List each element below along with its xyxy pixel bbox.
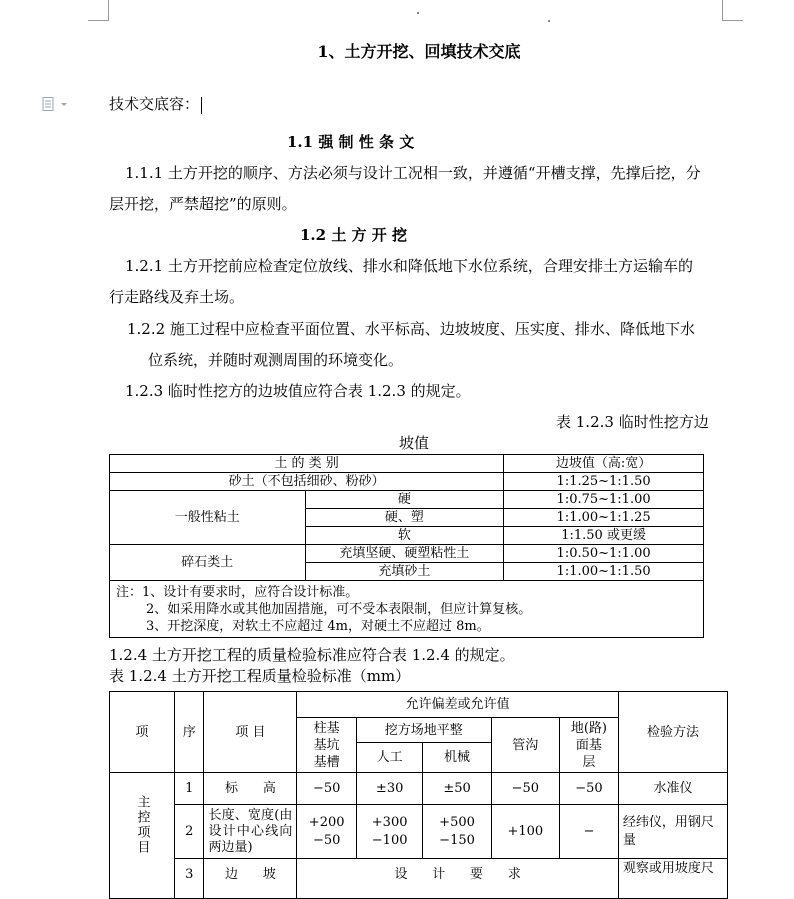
- section-heading-1-2: 1.2 土 方 开 挖: [300, 226, 407, 244]
- group-label: 主控项目: [134, 795, 150, 855]
- table-cell: 硬、塑: [305, 509, 504, 527]
- table-row: [110, 581, 704, 638]
- crop-mark-top-right: [722, 0, 743, 21]
- table2-header-pit: 柱基基坑基槽: [297, 718, 356, 773]
- table2-header-trench: 管沟: [491, 718, 559, 773]
- table2-header-tolerance: 允许偏差或允许值: [297, 692, 619, 718]
- table-row: [110, 473, 704, 491]
- text-cursor: [201, 97, 202, 114]
- table-cell: 边 坡: [204, 859, 297, 899]
- table2-caption: 表 1.2.4 土方开挖工程质量检验标准（mm）: [109, 667, 411, 685]
- table-cell: 1:1.25~1:1.50: [504, 473, 704, 491]
- table-cell: +200 −50: [297, 805, 356, 859]
- table1-caption-a: 表 1.2.3 临时性挖方边: [556, 413, 709, 431]
- table-row: [110, 491, 704, 509]
- table-cell: −: [559, 805, 618, 859]
- table-cell: 砂土（不包括细砂、粉砂）: [110, 473, 504, 491]
- table-cell: +100: [491, 805, 559, 859]
- note-line: 2、如采用降水或其他加固措施，可不受本表限制，但应计算复核。: [146, 601, 532, 617]
- table1-header-slope: 边坡值（高:宽）: [504, 455, 704, 473]
- table-row: [110, 805, 728, 859]
- paragraph-1-2-3: 1.2.3 临时性挖方的边坡值应符合表 1.2.3 的规定。: [125, 382, 471, 400]
- dot-mark: [417, 12, 419, 14]
- note-line: 注：1、设计有要求时，应符合设计标准。: [116, 584, 359, 600]
- table-cell: −50: [491, 773, 559, 805]
- table-cell: 1:1.00~1:1.50: [504, 563, 704, 581]
- paragraph-1-1-1-line2: 层开挖，严禁超挖”的原则。: [109, 195, 297, 213]
- table2-header-manual: 人工: [356, 743, 423, 773]
- paragraph-1-2-4: 1.2.4 土方开挖工程的质量检验标准应符合表 1.2.4 的规定。: [109, 646, 515, 664]
- table-cell: 1:0.75~1:1.00: [504, 491, 704, 509]
- table-cell: 1: [175, 773, 204, 805]
- table-cell: 1:1.00~1:1.25: [504, 509, 704, 527]
- disclosure-label[interactable]: [109, 94, 202, 114]
- table-cell: 一般性粘土: [110, 491, 306, 545]
- table2-header-road: 地(路)面基层: [559, 718, 618, 773]
- table-row: [110, 545, 704, 563]
- paragraph-1-2-2-line1: 1.2.2 施工过程中应检查平面位置、水平标高、边坡坡度、压实度、排水、降低地下水: [127, 320, 695, 338]
- table-cell: 长度、宽度(由设计中心线向两边量): [204, 805, 297, 859]
- table-cell: −50: [559, 773, 618, 805]
- table-cell: 2: [175, 805, 204, 859]
- paragraph-handle-icon[interactable]: [41, 96, 69, 110]
- note-line: 3、开挖深度，对软土不应超过 4m，对硬土不应超过 8m。: [146, 618, 490, 634]
- paragraph-1-1-1-line1: 1.1.1 土方开挖的顺序、方法必须与设计工况相一致，并遵循“开槽支撑，先撑后挖，分: [125, 164, 701, 182]
- table-cell: −50: [297, 773, 356, 805]
- paragraph-1-2-1-line2: 行走路线及弃土场。: [109, 288, 245, 306]
- section-heading-1-1: 1.1 强 制 性 条 文: [287, 133, 415, 151]
- table2-header-site: 挖方场地平整: [356, 718, 491, 743]
- paragraph-1-2-2-line2: 位系统，并随时观测周围的环境变化。: [148, 351, 404, 369]
- doc-title: 1、土方开挖、回填技术交底: [317, 42, 521, 61]
- table-row: [110, 773, 728, 805]
- table-cell: 1:1.50 或更缓: [504, 527, 704, 545]
- table2-header-method: 检验方法: [618, 692, 727, 773]
- table2-header-seq: 序: [175, 692, 204, 773]
- table2-header-item: 项: [110, 692, 175, 773]
- table-cell: 充填坚硬、硬塑粘性土: [305, 545, 504, 563]
- table-cell: 1:0.50~1:1.00: [504, 545, 704, 563]
- table-cell: +300 −100: [356, 805, 423, 859]
- disclosure-label-text: 技术交底容：: [109, 95, 200, 113]
- table1-caption-b: 坡值: [399, 434, 430, 452]
- crop-mark-top-left: [88, 0, 109, 21]
- table2-header-machine: 机械: [423, 743, 491, 773]
- table-cell: 水准仪: [618, 773, 727, 805]
- table-row: [110, 859, 728, 899]
- table-cell: 碎石类土: [110, 545, 306, 581]
- table-row: [110, 692, 728, 718]
- table-cell: 标 高: [204, 773, 297, 805]
- table-cell: 观察或用坡度尺: [618, 859, 727, 899]
- table-cell: 充填砂土: [305, 563, 504, 581]
- slope-table: [109, 454, 704, 638]
- table-cell: 经纬仪，用钢尺量: [618, 805, 727, 859]
- table-cell: 软: [305, 527, 504, 545]
- table-cell: 硬: [305, 491, 504, 509]
- table-cell: 3: [175, 859, 204, 899]
- paragraph-1-2-1-line1: 1.2.1 土方开挖前应检查定位放线、排水和降低地下水位系统，合理安排土方运输车的: [125, 257, 693, 275]
- table1-header-soil: 土 的 类 别: [110, 455, 504, 473]
- table1-notes: [110, 581, 704, 638]
- table-cell: ±30: [356, 773, 423, 805]
- table-row: [110, 455, 704, 473]
- table2-header-name: 项 目: [204, 692, 297, 773]
- table-cell: ±50: [423, 773, 491, 805]
- table2-group-main: [110, 773, 175, 899]
- table-cell: 设 计 要 求: [297, 859, 619, 899]
- quality-inspection-table: [109, 691, 728, 899]
- dot-mark: [548, 20, 550, 22]
- table-cell: +500 −150: [423, 805, 491, 859]
